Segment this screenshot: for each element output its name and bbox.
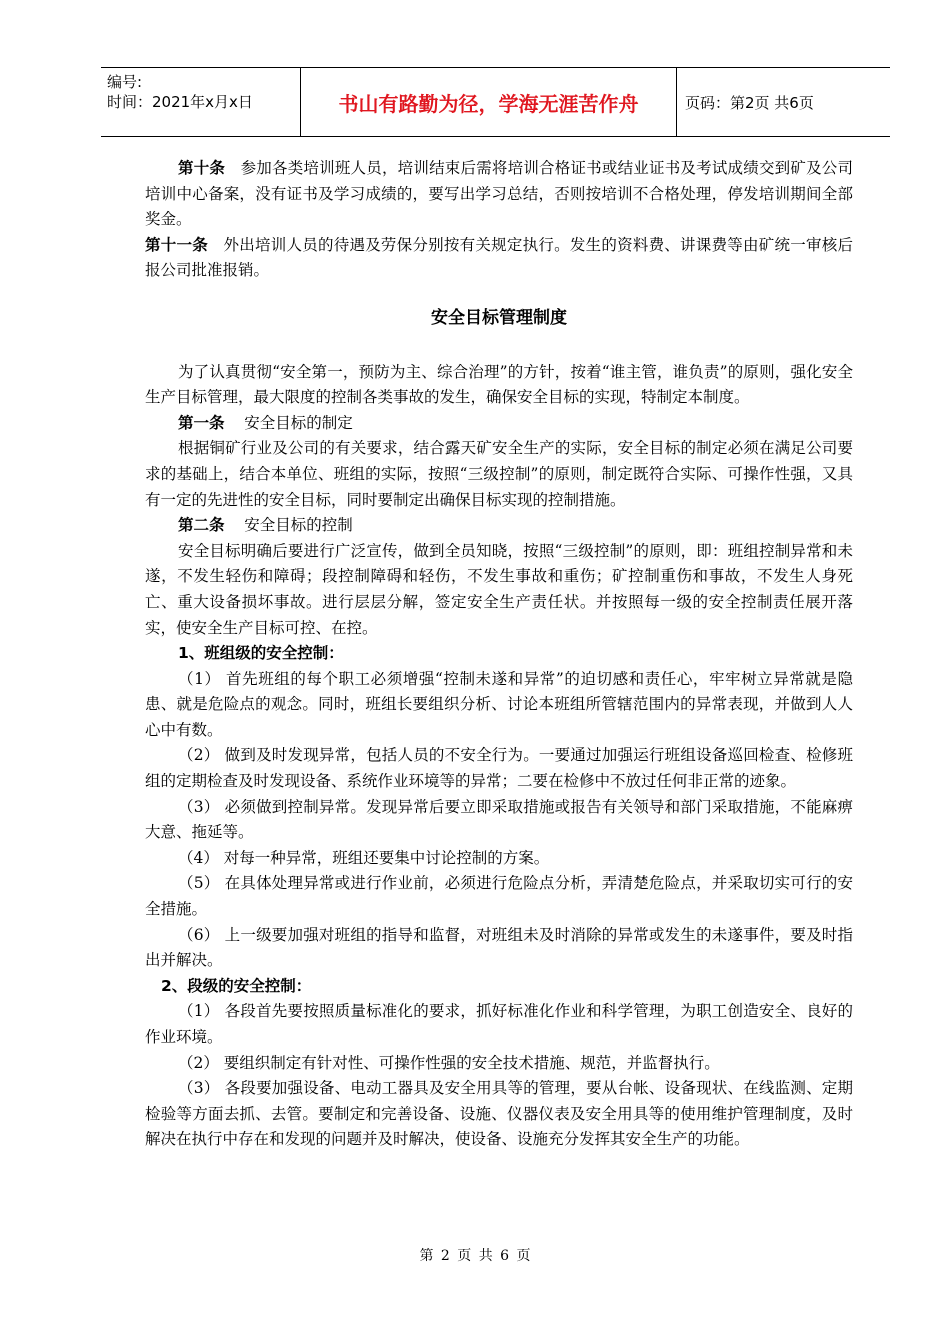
article-2-text: 安全目标明确后要进行广泛宣传，做到全员知晓，按照“三级控制”的原则，即：班组控制异常和未遂，不发生轻伤和障碍；段控制障碍和轻伤，不发生事故和重伤；矿控制重伤和事故，不发生人身死亡、重大设备损坏事故。进行层层分解，签定安全生产责任状。并按照每一级的安全控制责任展开落实，使安全生产目标可控、在控。 [145, 541, 853, 637]
article-1-title: 安全目标的制定 [244, 413, 353, 432]
subsection-2-item-1: （1） 各段首先要按照质量标准化的要求，抓好标准化作业和科学管理，为职工创造安全、良好的作业环境。 [145, 1002, 853, 1046]
article-10-heading: 第十条 [178, 159, 226, 177]
intro-paragraph: 为了认真贯彻“安全第一，预防为主、综合治理”的方针，按着“谁主管，谁负责”的原则，强化安全生产目标管理，最大限度的控制各类事故的发生，确保安全目标的实现，特制定本制度。 [145, 362, 853, 407]
subsection-2-item-2: （2） 要组织制定有针对性、可操作性强的安全技术措施、规范，并监督执行。 [178, 1053, 720, 1072]
subsection-2-item-3: （3） 各段要加强设备、电动工器具及安全用具等的管理，要从台帐、设备现状、在线监测、定期检验等方面去抓、去管。要制定和完善设备、设施、仪器仪表及安全用具等的使用维护管理制度，及时解决在执行中存在和发现的问题并及时解决，使设备、设施充分发挥其安全生产的功能。 [145, 1079, 853, 1149]
header-motto: 书山有路勤为径，学海无涯苦作舟 [301, 68, 677, 136]
header-meta [101, 68, 301, 136]
article-2-heading [145, 513, 853, 539]
subsection-2-title: 2、段级的安全控制： [161, 976, 312, 995]
article-1-text: 根据铜矿行业及公司的有关要求，结合露天矿安全生产的实际，安全目标的制定必须在满足公司要求的基础上，结合本单位、班组的实际，按照“三级控制”的原则，制定既符合实际、可操作性强，又具有一定的先进性的安全目标，同时要制定出确保目标实现的控制措施。 [145, 439, 853, 509]
page-footer: 第 2 页 共 6 页 [419, 1248, 531, 1264]
header-page-label: 页码：第2页 共6页 [685, 93, 814, 112]
page-header [101, 67, 890, 137]
subsection-1-item-2: （2） 做到及时发现异常，包括人员的不安全行为。一要通过加强运行班组设备巡回检查、检修班组的定期检查及时发现设备、系统作业环境等的异常；二要在检修中不放过任何非正常的迹象。 [145, 746, 853, 791]
article-1-heading [145, 411, 853, 437]
article-10 [145, 156, 853, 233]
document-number-label: 编号: [107, 73, 143, 91]
subsection-1-item-5: （5） 在具体处理异常或进行作业前，必须进行危险点分析，弄清楚危险点，并采取切实可行的安全措施。 [145, 874, 853, 919]
document-body [145, 156, 853, 1153]
subsection-1-item-4: （4） 对每一种异常，班组还要集中讨论控制的方案。 [178, 848, 550, 867]
article-2-number: 第二条 [178, 516, 225, 535]
subsection-1-title: 1、班组级的安全控制： [178, 644, 344, 663]
article-10-text: 参加各类培训班人员，培训结束后需将培训合格证书或结业证书及考试成绩交到矿及公司培训中心备案，没有证书及学习成绩的，要写出学习总结，否则按培训不合格处理，停发培训期间全部奖金。 [145, 159, 854, 229]
article-1-number: 第一条 [178, 413, 225, 432]
subsection-1-item-6: （6） 上一级要加强对班组的指导和监督，对班组未及时消除的异常或发生的未遂事件，要及时指出并解决。 [145, 925, 853, 970]
subsection-1-item-3: （3） 必须做到控制异常。发现异常后要立即采取措施或报告有关领导和部门采取措施，不能麻痹大意、拖延等。 [145, 797, 853, 842]
document-time-label: 时间：2021年x月x日 [107, 93, 253, 111]
article-2-title: 安全目标的控制 [244, 516, 353, 535]
article-11-text: 外出培训人员的待遇及劳保分别按有关规定执行。发生的资料费、讲课费等由矿统一审核后报公司批准报销。 [145, 235, 853, 280]
article-11-heading: 第十一条 [145, 235, 208, 254]
article-11 [145, 233, 853, 284]
subsection-1-item-1: （1） 首先班组的每个职工必须增强“控制未遂和异常”的迫切感和责任心，牢牢树立异常就是隐患、就是危险点的观念。同时，班组长要组织分析、讨论本班组所管辖范围内的异常表现，并做到人人心中有数。 [145, 669, 853, 739]
section-title: 安全目标管理制度 [431, 307, 567, 328]
